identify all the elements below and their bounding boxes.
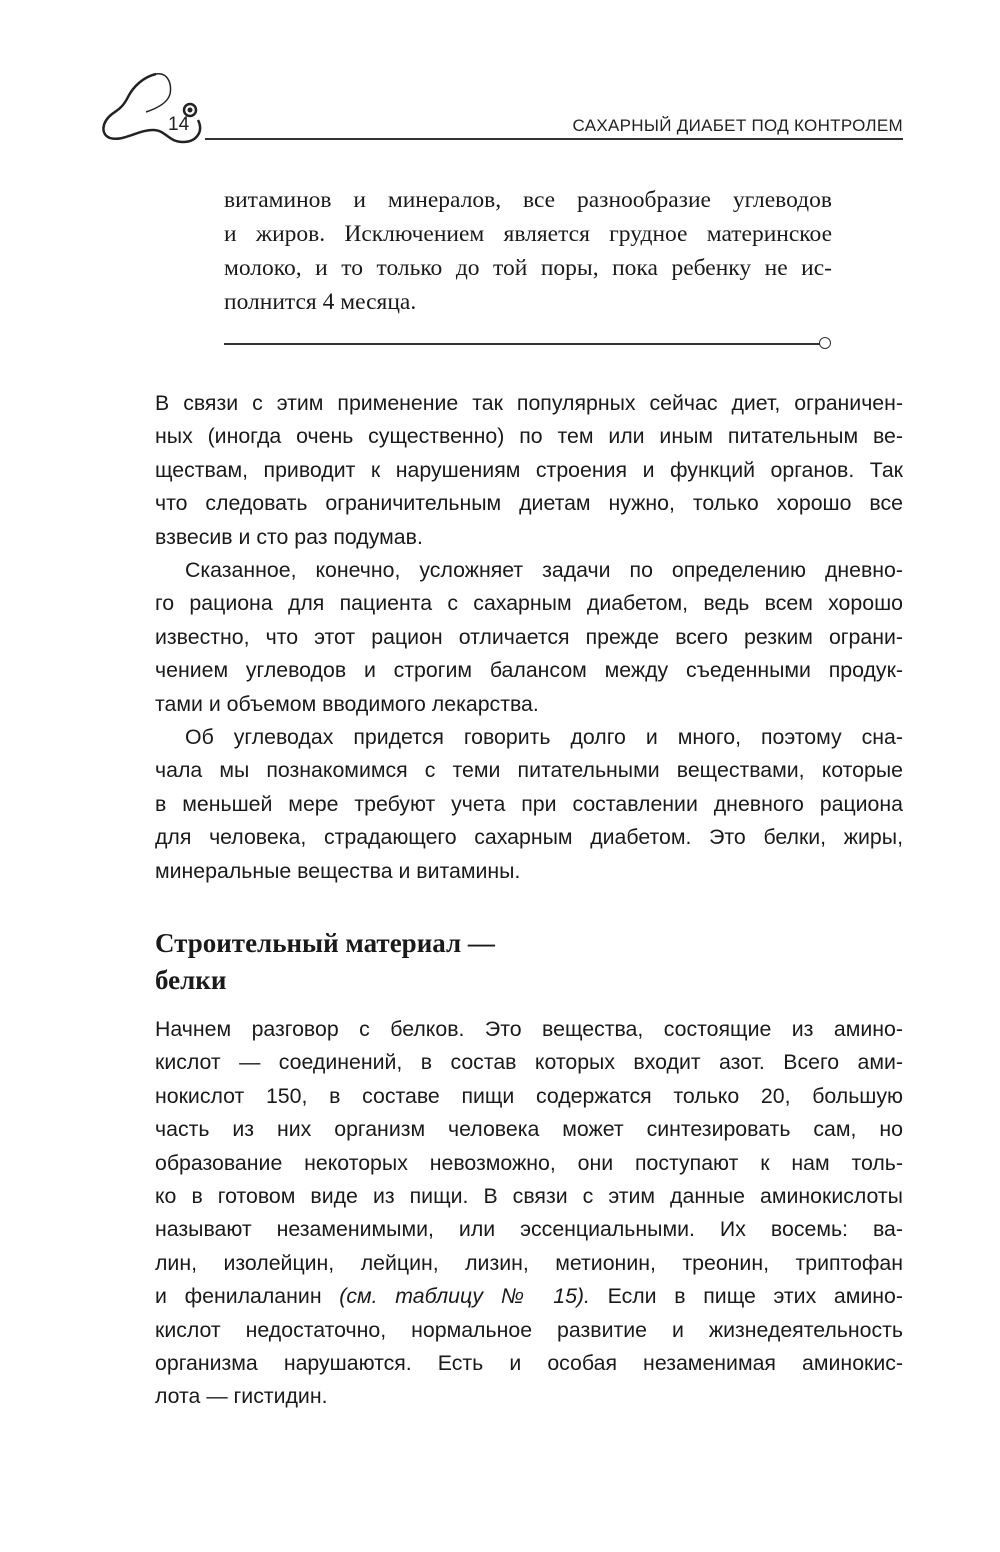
text-line: называют незаменимыми, или эссенциальными. Их восемь: ва- [155,1217,903,1242]
table-reference: (см. таблицу № 15). [339,1284,590,1309]
text-fragment: и фенилаланин [155,1284,340,1309]
section-heading [155,925,495,999]
text-line [155,1280,903,1313]
text-line: кислот — соединений, в состав которых входит азот. Всего ами- [155,1050,903,1075]
text-line: известно, что этот рацион отличается прежде всего резким ограни- [155,624,903,649]
text-line: в меньшей мере требуют учета при составлении дневного рациона [155,791,903,816]
text-line: для человека, страдающего сахарным диабетом. Это белки, жиры, [155,825,903,850]
text-line: Сказанное, конечно, усложняет задачи по определению дневно- [185,558,903,583]
page-number: 14 [168,114,190,135]
text-line: тами и объемом вводимого лекарства. [155,691,539,716]
heading-line: белки [155,965,227,995]
text-line: организма нарушаются. Есть и особая незаменимая аминокис- [155,1351,903,1376]
inset-quote [224,183,832,319]
text-line: взвесив и сто раз подумав. [155,524,423,549]
text-line: го рациона для пациента с сахарным диабетом, ведь всем хорошо [155,591,903,616]
text-line: В связи с этим применение так популярных сейчас диет, ограничен- [155,391,903,415]
paragraph [155,387,903,554]
text-line: чала мы познакомимся с теми питательными веществами, которые [155,758,903,783]
heading-line: Строительный материал — [155,928,495,958]
text-line: лин, изолейцин, лейцин, лизин, метионин, треонин, триптофан [155,1250,903,1275]
running-title: САХАРНЫЙ ДИАБЕТ ПОД КОНТРОЛЕМ [572,116,903,135]
inset-line: полнится 4 месяца. [224,289,417,315]
text-fragment: Если в пище этих амино- [589,1284,903,1309]
text-line: кислот недостаточно, нормальное развитие и жизнедеятельность [155,1317,903,1342]
text-line: нокислот 150, в составе пищи содержатся только 20, большую [155,1083,903,1108]
text-line: что следовать ограничительным диетам нужно, только хорошо все [155,491,903,516]
text-line: часть из них организм человека может синтезировать сам, но [155,1117,903,1142]
text-line: образование некоторых невозможно, они поступают к нам толь- [155,1150,903,1175]
header-rule [205,138,903,140]
inset-divider [224,343,820,345]
body-text [155,387,903,888]
text-line: ществам, приводит к нарушениям строения и функций органов. Так [155,457,903,482]
section-paragraph [155,1013,903,1414]
text-line: лота — гистидин. [155,1384,328,1409]
text-line: минеральные вещества и витамины. [155,858,521,883]
divider-circle-icon [819,337,831,349]
inset-line: молоко, и то только до той поры, пока ребенку не ис- [224,255,832,281]
text-line: Начнем разговор с белков. Это вещества, состоящие из амино- [155,1017,903,1041]
text-line: чением углеводов и строгим балансом между съеденными продук- [155,658,903,683]
text-line: ко в готовом виде из пищи. В связи с этим данные аминокислоты [155,1184,903,1209]
paragraph [155,554,903,721]
paragraph [155,721,903,888]
inset-line: витаминов и минералов, все разнообразие углеводов [224,187,832,213]
inset-line: и жиров. Исключением является грудное материнское [224,221,832,247]
stethoscope-icon [98,72,218,152]
text-line: ных (иногда очень существенно) по тем или иным питательным ве- [155,424,903,449]
text-line: Об углеводах придется говорить долго и много, поэтому сна- [185,725,903,750]
